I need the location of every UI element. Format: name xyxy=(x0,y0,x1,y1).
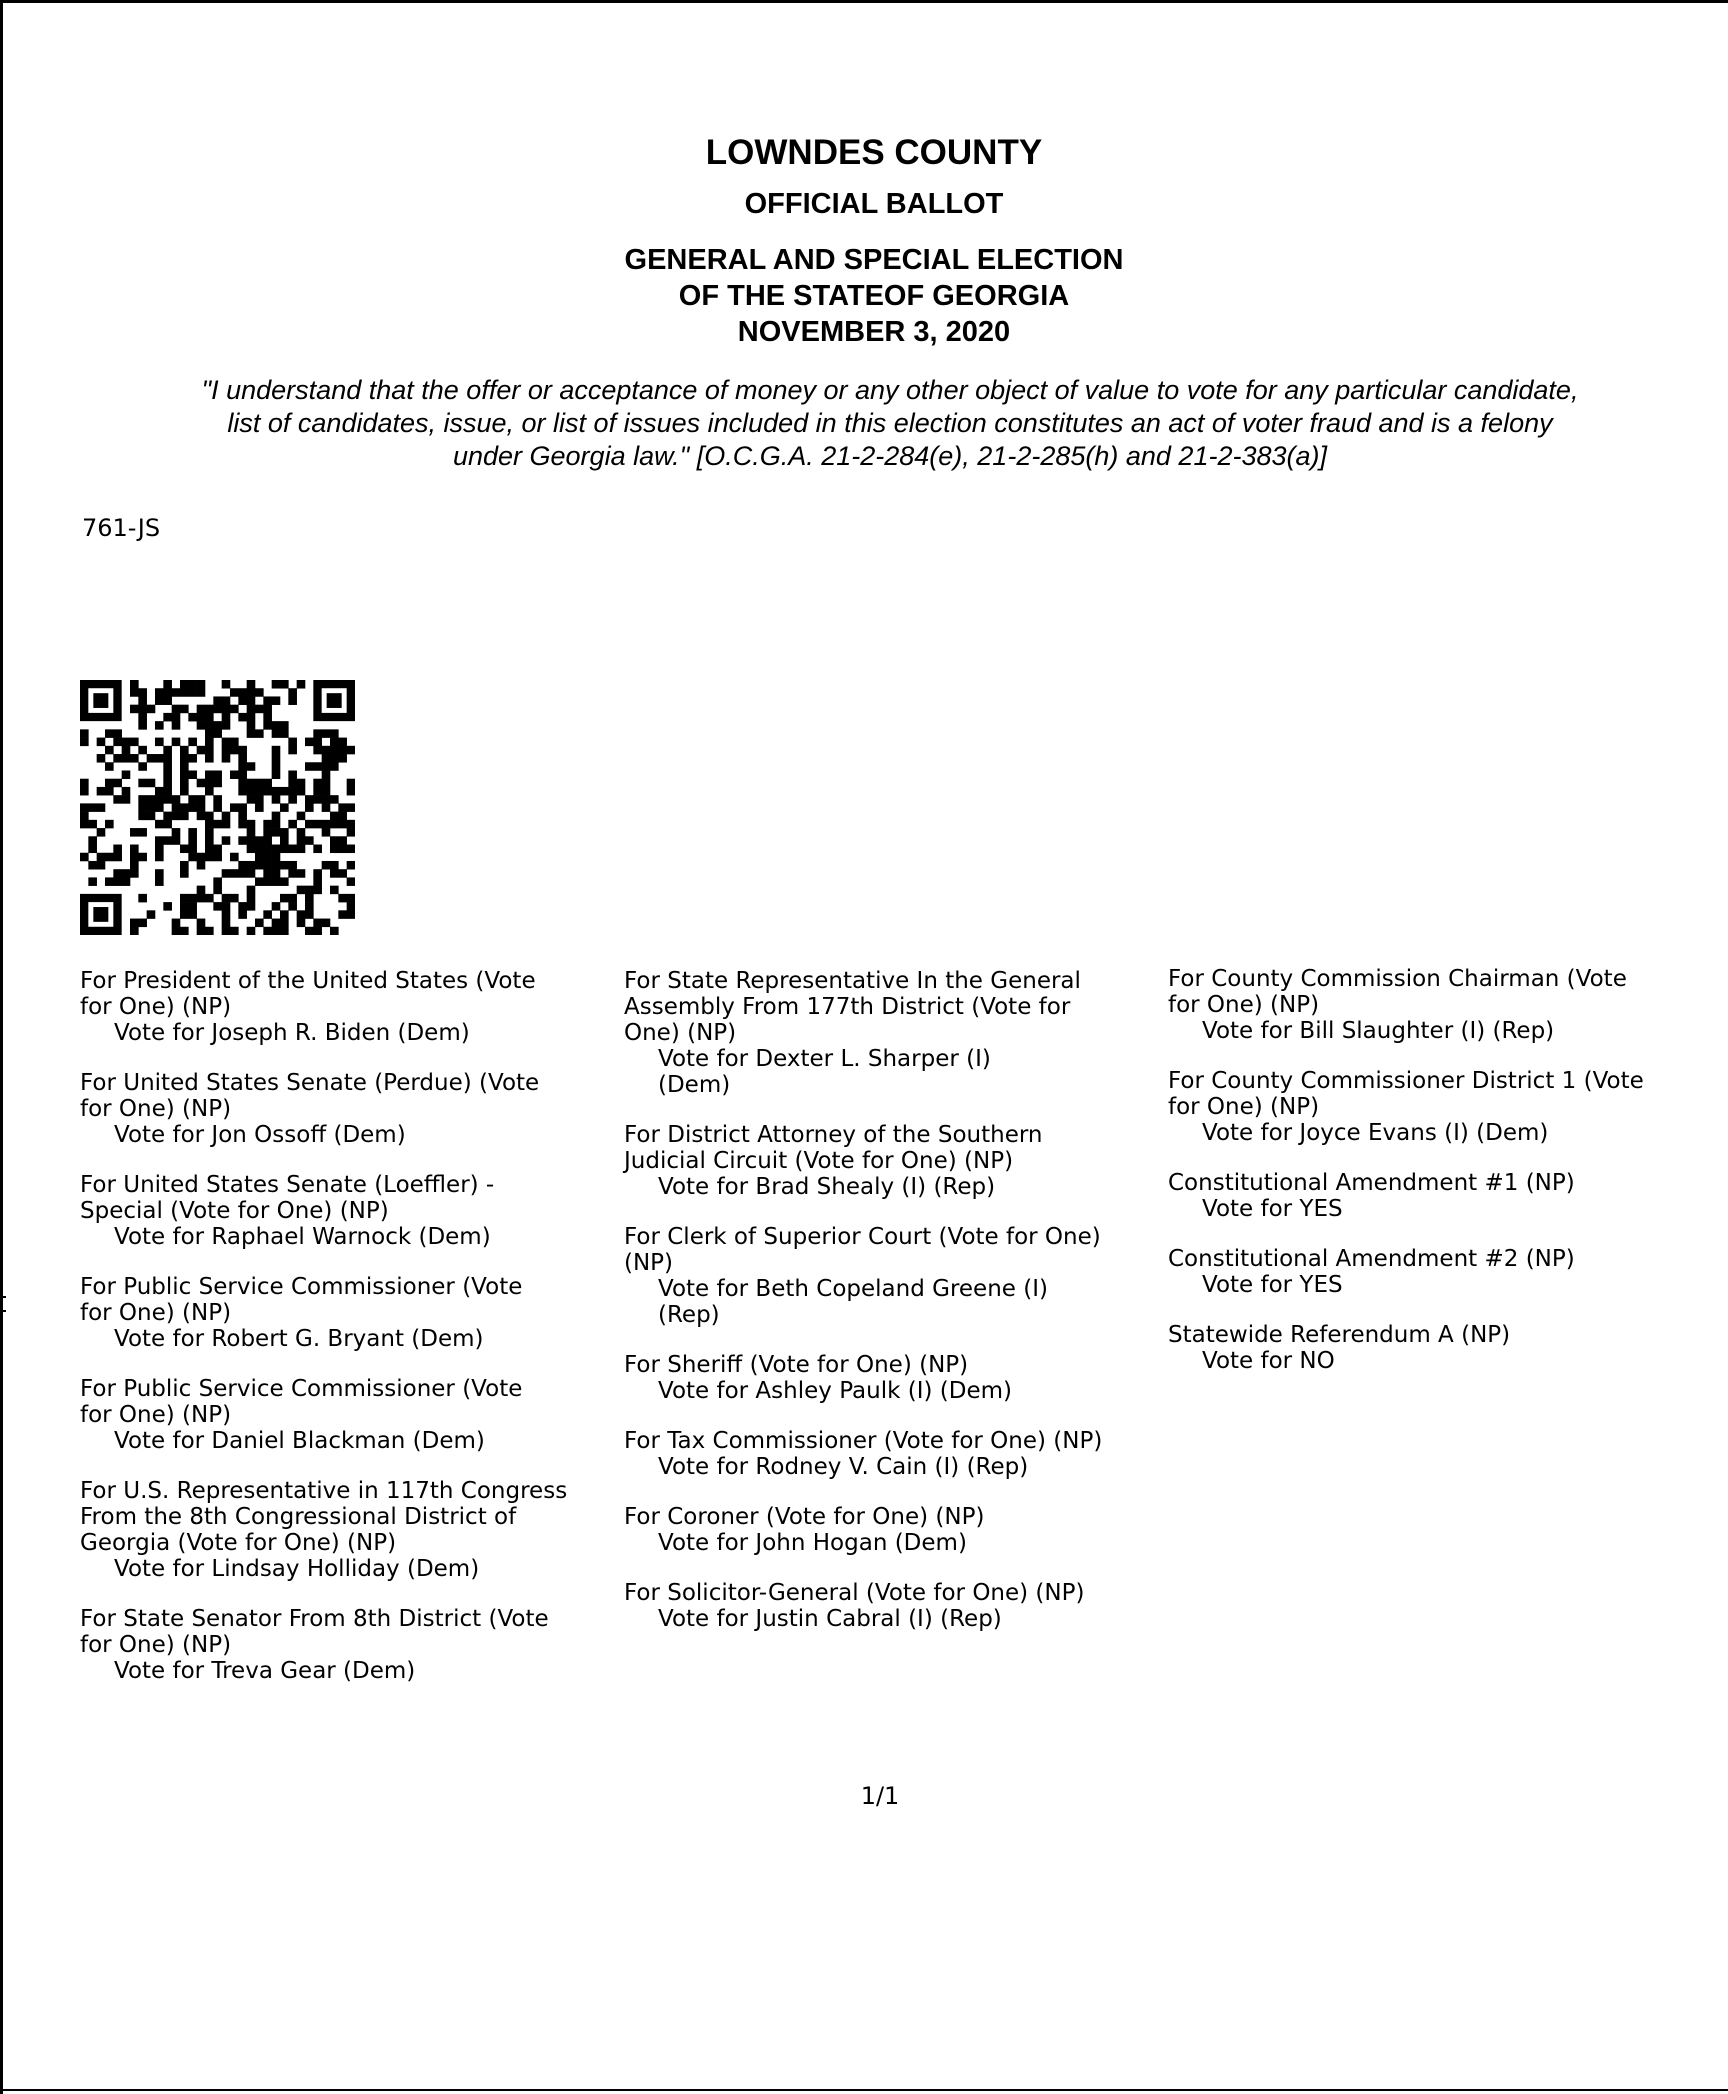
contest-title: For Public Service Commissioner (Vote for One) (NP) xyxy=(80,1274,523,1326)
contest-selection: Vote for Ashley Paulk (I) (Dem) xyxy=(658,1378,1012,1404)
contest-selection: Vote for Robert G. Bryant (Dem) xyxy=(114,1326,484,1352)
contest-title: For District Attorney of the Southern Judicial Circuit (Vote for One) (NP) xyxy=(624,1122,1043,1174)
contest xyxy=(1168,1170,1688,1222)
voter-oath-line: list of candidates, issue, or list of issues included in this election constitutes an act of voter fraud and is a felony xyxy=(227,408,1553,438)
contest-selection: Vote for Raphael Warnock (Dem) xyxy=(114,1224,491,1250)
contest-title: For Solicitor-General (Vote for One) (NP) xyxy=(624,1580,1085,1606)
contest xyxy=(624,1504,1164,1556)
contest xyxy=(1168,1246,1688,1298)
contest-selection: Vote for Dexter L. Sharper (I) (Dem) xyxy=(658,1046,991,1098)
voter-oath-line: "I understand that the offer or acceptance of money or any other object of value to vote for any particular candidate, xyxy=(201,375,1579,405)
contest-selection: Vote for Bill Slaughter (I) (Rep) xyxy=(1202,1018,1555,1044)
contest xyxy=(624,1352,1164,1404)
contest xyxy=(624,968,1164,1098)
election-date: NOVEMBER 3, 2020 xyxy=(737,316,1011,348)
contest xyxy=(80,1070,610,1148)
contest-title: For State Representative In the General Assembly From 177th District (Vote for One) (NP) xyxy=(624,968,1081,1046)
contest-title: For Coroner (Vote for One) (NP) xyxy=(624,1504,985,1530)
contest xyxy=(80,1606,610,1684)
contest-title: For Sheriff (Vote for One) (NP) xyxy=(624,1352,969,1378)
contest xyxy=(1168,1068,1688,1146)
voter-oath-line: under Georgia law." [O.C.G.A. 21-2-284(e), 21-2-285(h) and 21-2-383(a)] xyxy=(452,441,1328,471)
election-title-line1: GENERAL AND SPECIAL ELECTION xyxy=(624,244,1124,276)
contest-selection: Vote for Joseph R. Biden (Dem) xyxy=(114,1020,470,1046)
contest-title: For County Commission Chairman (Vote for One) (NP) xyxy=(1168,966,1627,1018)
election-title xyxy=(20,242,1728,350)
contest-selection: Vote for Daniel Blackman (Dem) xyxy=(114,1428,485,1454)
contest-title: For State Senator From 8th District (Vote for One) (NP) xyxy=(80,1606,549,1658)
contest-title: Statewide Referendum A (NP) xyxy=(1168,1322,1511,1348)
contest-selection: Vote for YES xyxy=(1202,1196,1343,1222)
contest-selection: Vote for Jon Ossoff (Dem) xyxy=(114,1122,406,1148)
contest xyxy=(624,1122,1164,1200)
contest xyxy=(80,968,610,1046)
contest-selection: Vote for Justin Cabral (I) (Rep) xyxy=(658,1606,1002,1632)
contest xyxy=(624,1224,1164,1328)
contest-column-1 xyxy=(80,968,610,1708)
election-title-line2: OF THE STATEOF GEORGIA xyxy=(678,280,1070,312)
edge-tick xyxy=(0,1310,6,1312)
contest xyxy=(624,1428,1164,1480)
voter-oath xyxy=(80,374,1700,473)
contest xyxy=(1168,1322,1688,1374)
contest-selection: Vote for John Hogan (Dem) xyxy=(658,1530,967,1556)
edge-tick xyxy=(0,1296,6,1298)
contest-selection: Vote for Brad Shealy (I) (Rep) xyxy=(658,1174,996,1200)
contest-selection: Vote for YES xyxy=(1202,1272,1343,1298)
county-title: LOWNDES COUNTY xyxy=(705,133,1043,172)
contest-title: For United States Senate (Loeffler) - Special (Vote for One) (NP) xyxy=(80,1172,495,1224)
contest-selection: Vote for Treva Gear (Dem) xyxy=(114,1658,416,1684)
contest-title: For United States Senate (Perdue) (Vote for One) (NP) xyxy=(80,1070,540,1122)
contest-title: Constitutional Amendment #2 (NP) xyxy=(1168,1246,1575,1272)
contest-title: For Clerk of Superior Court (Vote for One) (NP) xyxy=(624,1224,1101,1276)
contest-title: For Public Service Commissioner (Vote for One) (NP) xyxy=(80,1376,523,1428)
ballot-type: OFFICIAL BALLOT xyxy=(744,188,1004,220)
contest-selection: Vote for Beth Copeland Greene (I) (Rep) xyxy=(658,1276,1048,1328)
contest-title: For County Commissioner District 1 (Vote for One) (NP) xyxy=(1168,1068,1644,1120)
contest-selection: Vote for Joyce Evans (I) (Dem) xyxy=(1202,1120,1549,1146)
contest xyxy=(1168,966,1688,1044)
contest xyxy=(80,1376,610,1454)
contest xyxy=(80,1172,610,1250)
contest xyxy=(80,1478,610,1582)
contest-title: For Tax Commissioner (Vote for One) (NP) xyxy=(624,1428,1103,1454)
contest xyxy=(624,1580,1164,1632)
ballot-header xyxy=(0,132,1728,350)
contest-column-3 xyxy=(1168,966,1688,1398)
ballot-style-code: 761-JS xyxy=(82,514,161,542)
page-border-bottom xyxy=(0,2089,1728,2091)
contest xyxy=(80,1274,610,1352)
page-number: 1/1 xyxy=(860,1782,900,1810)
contest-selection: Vote for Lindsay Holliday (Dem) xyxy=(114,1556,480,1582)
contest-title: Constitutional Amendment #1 (NP) xyxy=(1168,1170,1575,1196)
contest-selection: Vote for NO xyxy=(1202,1348,1335,1374)
contest-selection: Vote for Rodney V. Cain (I) (Rep) xyxy=(658,1454,1029,1480)
qr-code xyxy=(80,680,355,935)
contest-column-2 xyxy=(624,968,1164,1656)
contest-title: For President of the United States (Vote for One) (NP) xyxy=(80,968,536,1020)
page-border-top xyxy=(0,0,1728,3)
contest-title: For U.S. Representative in 117th Congress From the 8th Congressional District of Georgia (Vote for One) (NP) xyxy=(80,1478,568,1556)
